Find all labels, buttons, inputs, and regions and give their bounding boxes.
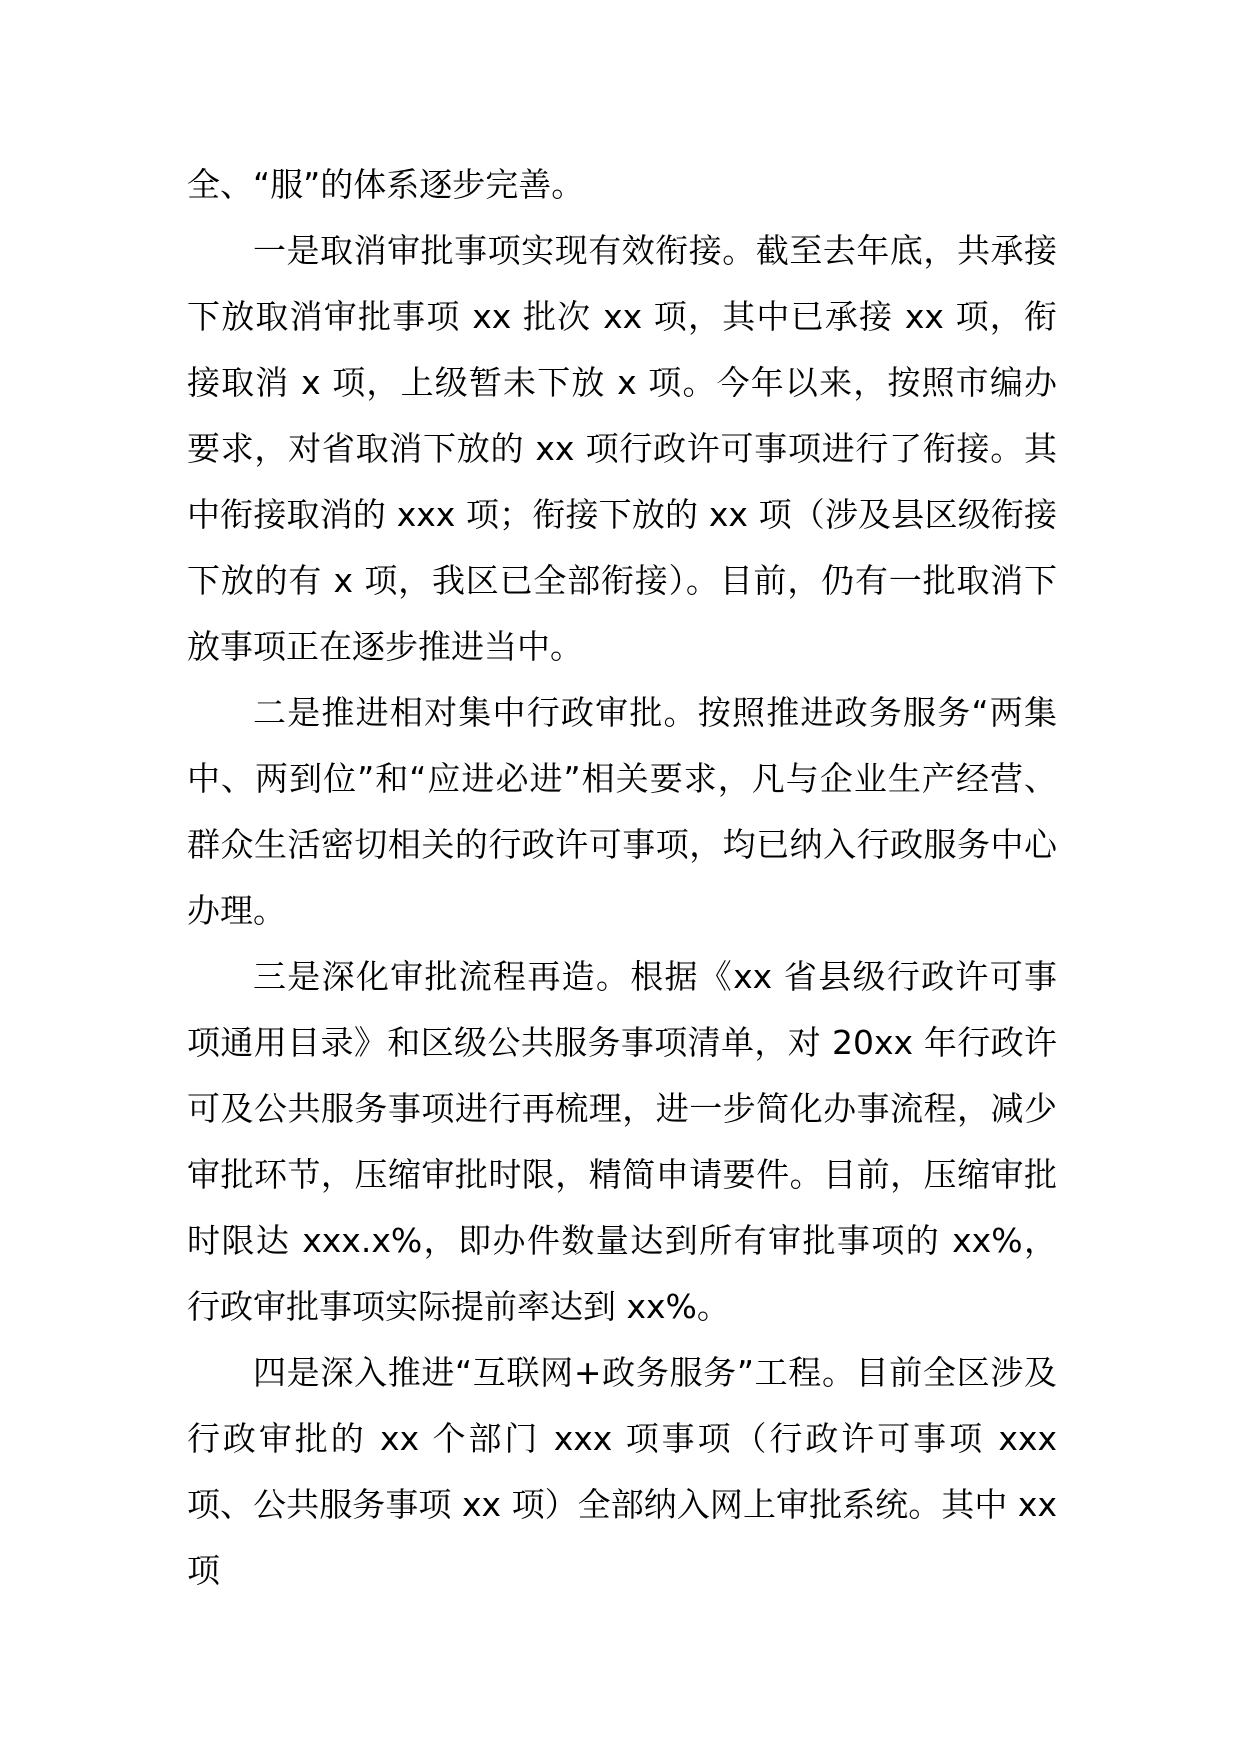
paragraph-internet-government-services: 四是深入推进“互联网+政务服务”工程。目前全区涉及行政审批的 xx 个部门 xxx 项事项（行政许可事项 xxx 项、公共服务事项 xx 项）全部纳入网上审批系统。其中 xx 项 [187, 1353, 1057, 1590]
document-body [187, 152, 1057, 1604]
paragraph-process-reengineering: 三是深化审批流程再造。根据《xx 省县级行政许可事项通用目录》和区级公共服务事项清单，对 20xx 年行政许可及公共服务事项进行再梳理，进一步简化办事流程，减少审批环节，压缩审批时限，精简申请要件。目前，压缩审批时限达 xxx.x%，即办件数量达到所有审批事项的 xx%，行政审批事项实际提前率达到 xx%。 [187, 957, 1057, 1326]
paragraph-continuation: 全、“服”的体系逐步完善。 [187, 165, 585, 204]
paragraph-cancel-approval: 一是取消审批事项实现有效衔接。截至去年底，共承接下放取消审批事项 xx 批次 xx 项，其中已承接 xx 项，衔接取消 x 项，上级暂未下放 x 项。今年以来，按照市编办要求，对省取消下放的 xx 项行政许可事项进行了衔接。其中衔接取消的 xxx 项；衔接下放的 xx 项（涉及县区级衔接下放的有 x 项，我区已全部衔接）。目前，仍有一批取消下放事项正在逐步推进当中。 [187, 231, 1057, 666]
paragraph-centralized-approval: 二是推进相对集中行政审批。按照推进政务服务“两集中、两到位”和“应进必进”相关要求，凡与企业生产经营、群众生活密切相关的行政许可事项，均已纳入行政服务中心办理。 [187, 693, 1057, 930]
